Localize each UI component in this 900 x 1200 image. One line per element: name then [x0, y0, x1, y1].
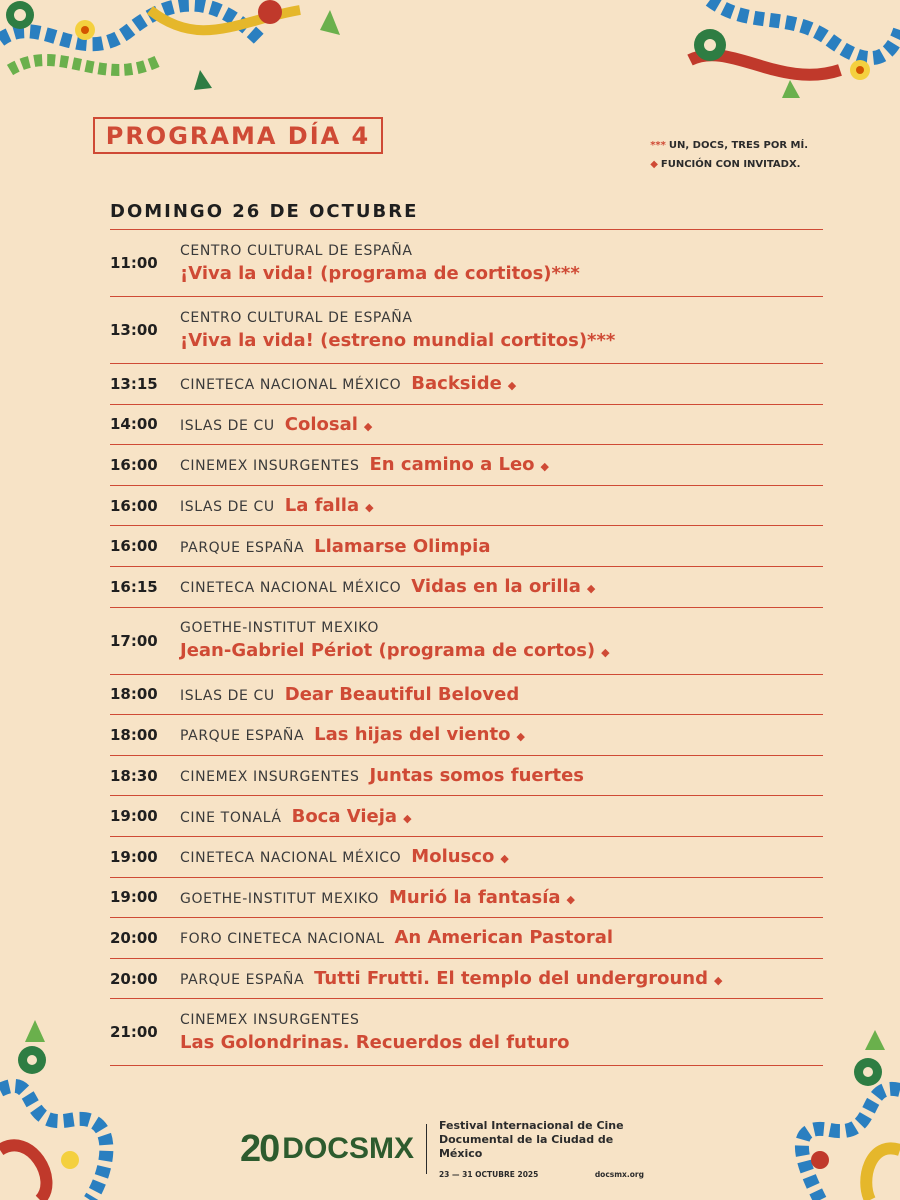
screening-time: 16:00: [110, 496, 158, 515]
schedule-row: [110, 999, 823, 1066]
schedule-row: [110, 445, 823, 486]
schedule-row: [110, 608, 823, 675]
venue-name: PARQUE ESPAÑA: [180, 972, 305, 989]
schedule-row: [110, 715, 823, 756]
screening-time: 13:15: [110, 374, 158, 393]
schedule-row: [110, 230, 823, 297]
schedule-row: [110, 878, 823, 919]
venue-name: CINE TONALÁ: [180, 809, 282, 826]
screening-time: 20:00: [110, 969, 158, 988]
schedule-list: [110, 229, 823, 1066]
legend-text: UN, DOCS, TRES POR MÍ.: [668, 140, 808, 151]
festival-name-line2: Documental de la Ciudad de México: [438, 1133, 614, 1160]
schedule-row: [110, 837, 823, 878]
screening-time: 18:00: [110, 685, 158, 704]
screening-time: 19:00: [110, 807, 158, 826]
festival-website: docsmx.org: [594, 1170, 644, 1179]
film-title: Llamarse Olimpia: [314, 535, 491, 557]
date-heading: DOMINGO 26 DE OCTUBRE: [110, 201, 419, 222]
guest-marker: ◆: [566, 892, 575, 906]
guest-marker: ◆: [601, 646, 610, 660]
schedule-row: [110, 796, 823, 837]
legend-symbol: ◆: [650, 159, 658, 170]
guest-marker: ◆: [363, 419, 373, 433]
schedule-row: [110, 364, 823, 405]
screening-time: 18:00: [110, 725, 158, 744]
schedule-row: [110, 959, 823, 1000]
screening-time: 16:00: [110, 537, 158, 556]
schedule-row: [110, 675, 823, 716]
film-title: An American Pastoral: [394, 927, 614, 949]
festival-dates: 23 — 31 OCTUBRE 2025: [438, 1170, 539, 1179]
decorative-top-right-icon: [670, 0, 900, 100]
venue-name: CINEMEX INSURGENTES: [180, 1011, 360, 1028]
film-title: Las hijas del viento: [314, 724, 511, 746]
film-title: Backside: [411, 373, 502, 395]
festival-name-line1: Festival Internacional de Cine: [438, 1119, 624, 1132]
film-title: ¡Viva la vida! (programa de cortitos)***: [180, 262, 580, 284]
guest-marker: ◆: [713, 974, 723, 988]
film-title: Murió la fantasía: [388, 886, 561, 908]
venue-name: CENTRO CULTURAL DE ESPAÑA: [180, 242, 413, 259]
screening-time: 17:00: [110, 631, 158, 650]
film-title: En camino a Leo: [369, 454, 535, 476]
film-title: Tutti Frutti. El templo del underground: [314, 968, 708, 990]
venue-name: CINETECA NACIONAL MÉXICO: [180, 850, 402, 867]
page-title: PROGRAMA DÍA 4: [93, 117, 383, 154]
screening-time: 16:15: [110, 577, 158, 596]
venue-name: ISLAS DE CU: [180, 417, 275, 434]
screening-time: 19:00: [110, 847, 158, 866]
guest-marker: ◆: [500, 852, 509, 866]
venue-name: GOETHE-INSTITUT MEXIKO: [180, 620, 379, 637]
schedule-row: [110, 756, 823, 797]
screening-time: 13:00: [110, 321, 158, 339]
film-title: Dear Beautiful Beloved: [284, 683, 520, 705]
footer: [240, 1119, 644, 1179]
venue-name: CINETECA NACIONAL MÉXICO: [180, 580, 402, 597]
schedule-row: [110, 297, 823, 364]
venue-name: PARQUE ESPAÑA: [180, 728, 305, 745]
schedule-row: [110, 405, 823, 446]
legend-symbol: ***: [650, 140, 666, 151]
venue-name: FORO CINETECA NACIONAL: [180, 931, 385, 948]
venue-name: CINEMEX INSURGENTES: [180, 769, 360, 786]
film-title: Jean-Gabriel Périot (programa de cortos): [180, 640, 596, 662]
film-title: Molusco: [411, 846, 495, 868]
decorative-top-left-icon: [0, 0, 360, 100]
guest-marker: ◆: [403, 811, 412, 825]
screening-time: 14:00: [110, 415, 158, 434]
venue-name: CINETECA NACIONAL MÉXICO: [180, 377, 402, 394]
venue-name: ISLAS DE CU: [180, 499, 275, 516]
guest-marker: ◆: [540, 460, 550, 474]
venue-name: CINEMEX INSURGENTES: [180, 458, 360, 475]
legend-item: [650, 136, 808, 155]
screening-time: 18:30: [110, 766, 158, 785]
legend-text: FUNCIÓN CON INVITADX.: [660, 159, 801, 170]
film-title: ¡Viva la vida! (estreno mundial cortitos)***: [180, 329, 616, 351]
film-title: La falla: [284, 495, 360, 517]
film-title: Vidas en la orilla: [411, 576, 581, 598]
venue-name: PARQUE ESPAÑA: [180, 539, 305, 556]
legend-item: [650, 155, 808, 174]
schedule-row: [110, 567, 823, 608]
legend: [650, 136, 808, 174]
venue-name: ISLAS DE CU: [180, 687, 275, 704]
schedule-row: [110, 486, 823, 527]
logo-number: 20: [240, 1127, 279, 1170]
footer-divider: [426, 1124, 427, 1174]
film-title: Boca Vieja: [291, 805, 398, 827]
guest-marker: ◆: [507, 379, 517, 393]
film-title: Colosal: [284, 413, 358, 435]
screening-time: 20:00: [110, 928, 158, 947]
schedule-row: [110, 918, 823, 959]
festival-info: [439, 1119, 644, 1179]
guest-marker: ◆: [516, 730, 525, 744]
screening-time: 11:00: [110, 254, 158, 272]
screening-time: 21:00: [110, 1023, 158, 1042]
logo-text: DOCSMX: [282, 1132, 414, 1165]
guest-marker: ◆: [365, 501, 374, 515]
schedule-row: [110, 526, 823, 567]
guest-marker: ◆: [586, 582, 596, 596]
film-title: Juntas somos fuertes: [369, 765, 585, 787]
screening-time: 16:00: [110, 455, 158, 474]
screening-time: 19:00: [110, 888, 158, 907]
venue-name: GOETHE-INSTITUT MEXIKO: [180, 890, 379, 907]
film-title: Las Golondrinas. Recuerdos del futuro: [180, 1031, 570, 1053]
venue-name: CENTRO CULTURAL DE ESPAÑA: [180, 309, 413, 326]
